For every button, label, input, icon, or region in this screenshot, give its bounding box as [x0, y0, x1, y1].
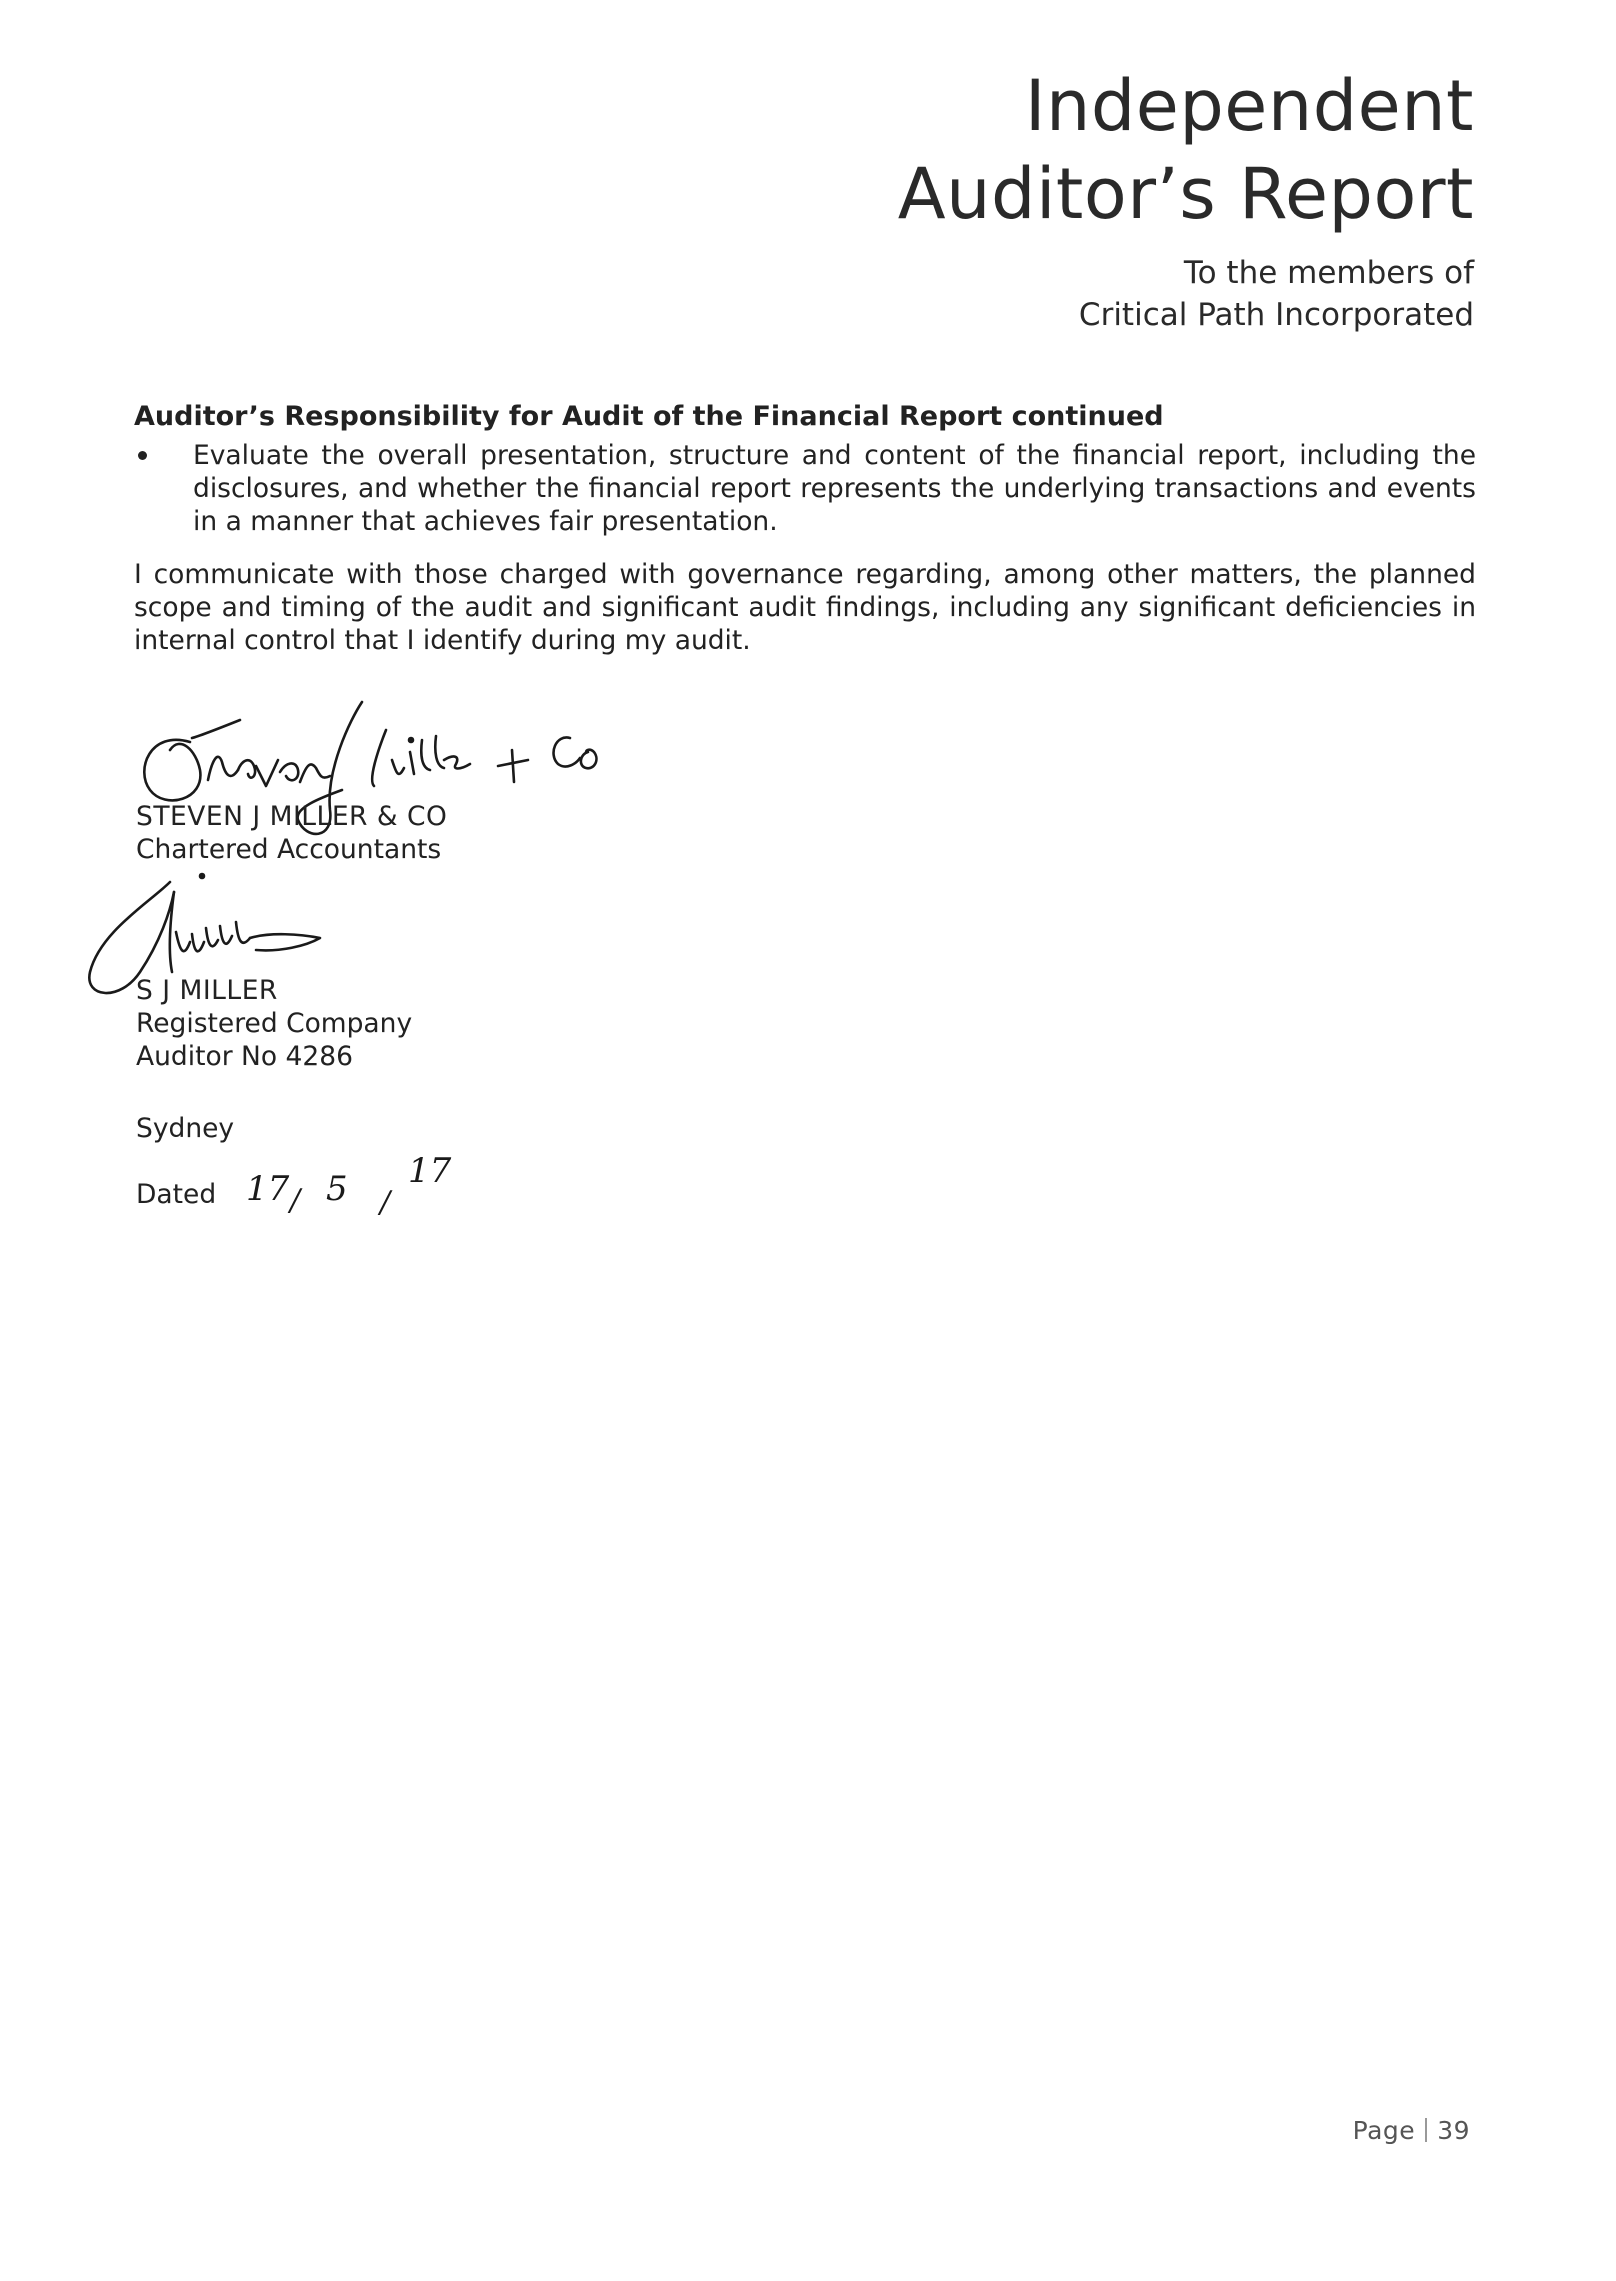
page-footer — [1353, 2116, 1470, 2145]
bullet-list — [134, 439, 1476, 538]
governance-paragraph: I communicate with those charged with governance regarding, among other matters, the planned scope and timing of the audit and significant audit findings, including any significant deficiencies in internal control that I identify during my audit. — [134, 559, 1476, 656]
bullet-text: Evaluate the overall presentation, structure and content of the financial report, including the disclosures, and whether the financial report represents the underlying transactions and events in a manner that achieves fair presentation. — [193, 440, 1476, 537]
auditor-block — [136, 974, 412, 1073]
recipient-block — [1079, 252, 1474, 336]
page-label: Page — [1352, 2116, 1416, 2145]
title-line-2: Auditor’s Report — [897, 153, 1474, 235]
page-number: 39 — [1437, 2116, 1470, 2145]
responsibility-section — [134, 400, 1476, 657]
section-heading: Auditor’s Responsibility for Audit of the Financial Report continued — [134, 401, 1164, 432]
handwritten-date — [240, 1138, 480, 1218]
auditor-title: Registered Company — [136, 1008, 413, 1039]
date-slash-1: / — [290, 1183, 301, 1218]
bullet-item — [134, 439, 1476, 538]
firm-name: STEVEN J MILLER & CO — [136, 801, 448, 832]
city-label: Sydney — [136, 1113, 235, 1144]
footer-divider — [1425, 2118, 1427, 2142]
firm-block — [136, 800, 447, 866]
date-year: 17 — [408, 1151, 452, 1191]
recipient-line-2: Critical Path Incorporated — [1078, 297, 1474, 333]
title-line-1: Independent — [1024, 65, 1474, 147]
bullet-icon — [138, 451, 147, 460]
date-day: 17 — [246, 1169, 290, 1209]
recipient-line-1: To the members of — [1183, 255, 1474, 291]
auditor-name: S J MILLER — [136, 975, 278, 1006]
dated-label: Dated — [136, 1179, 217, 1210]
date-slash-2: / — [380, 1185, 391, 1218]
firm-title: Chartered Accountants — [136, 834, 442, 865]
report-title — [898, 62, 1474, 238]
date-month: 5 — [326, 1169, 348, 1209]
auditor-number: Auditor No 4286 — [136, 1041, 353, 1072]
